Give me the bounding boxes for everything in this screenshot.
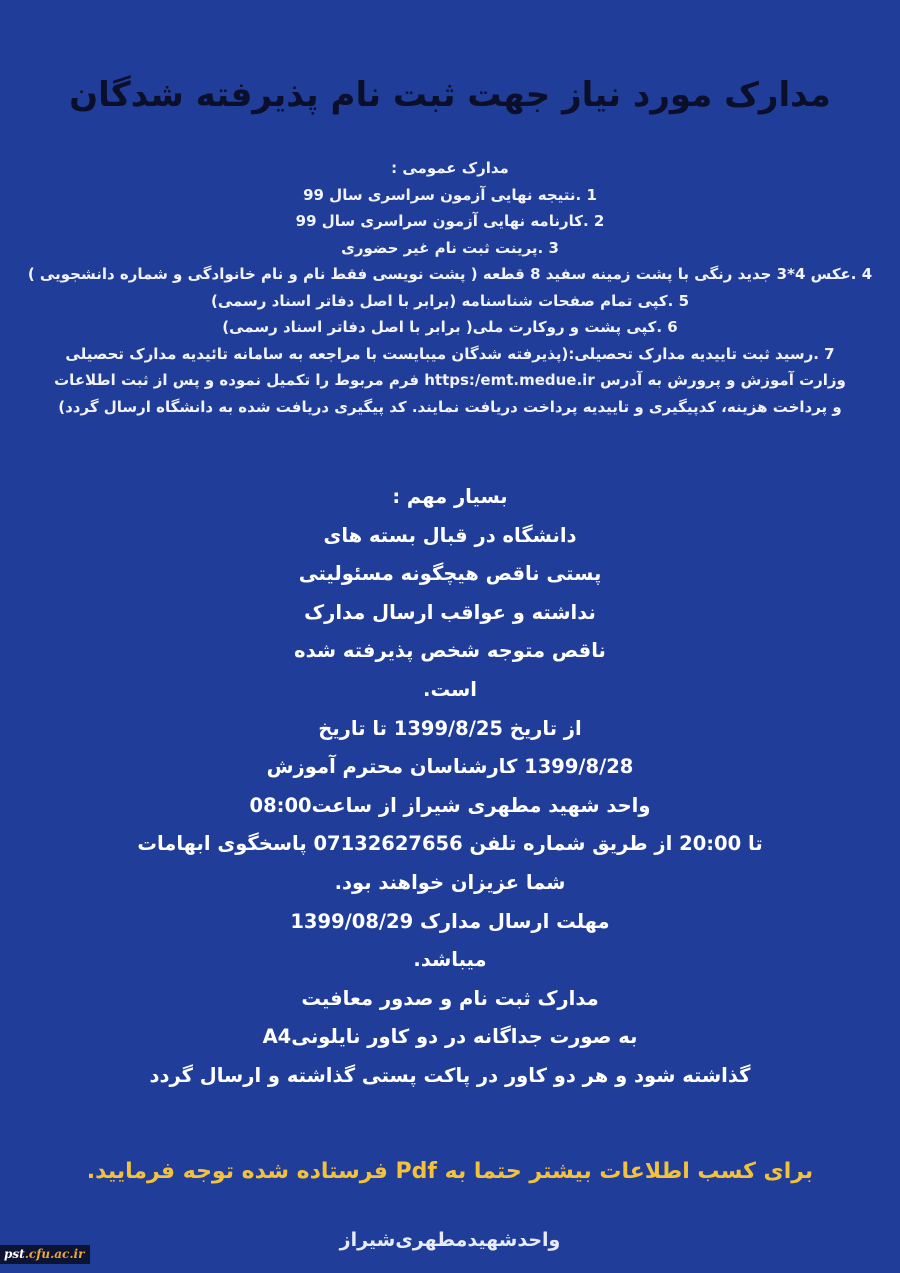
general-documents-section — [20, 155, 880, 420]
date-range-line: 1399/8/28 کارشناسان محترم آموزش — [266, 755, 634, 779]
signature: واحدشهیدمطهری‌شیراز — [339, 1229, 561, 1251]
important-line: شما عزیزان خواهند بود. — [334, 870, 566, 894]
general-documents-heading: مدارک عمومی : — [391, 159, 509, 177]
important-line: به صورت جداگانه در دو کاور نایلونیA4 — [262, 1025, 638, 1049]
phone-line: تا 20:00 از طریق شماره تلفن 07132627656 پاسخگوی ابهامات — [137, 832, 763, 856]
watermark-domain: .cfu.ac.ir — [24, 1247, 85, 1261]
pdf-notice: برای کسب اطلاعات بیشتر حتما به Pdf فرستاده شده توجه فرمایید. — [86, 1159, 814, 1184]
list-item: 5 .کپی تمام صفحات شناسنامه (برابر با اصل دفاتر اسناد رسمی) — [210, 291, 690, 310]
important-line: است. — [423, 677, 477, 701]
list-item: 7 .رسید ثبت تاییدیه مدارک تحصیلی:(پذیرفته شدگان میبایست با مراجعه به سامانه تائیدیه مدارک تحصیلی — [65, 344, 835, 363]
important-line: پستی ناقص هیچگونه مسئولیتی — [298, 562, 602, 586]
date-range-line: از تاریخ 1399/8/25 تا تاریخ — [318, 716, 582, 740]
important-line: دانشگاه در قبال بسته های — [323, 523, 577, 547]
list-item: 3 .پرینت ثبت نام غیر حضوری — [341, 238, 559, 257]
watermark-badge — [0, 1245, 90, 1264]
list-item: 1 .نتیجه نهایی آزمون سراسری سال 99 — [303, 185, 597, 204]
important-line: مدارک ثبت نام و صدور معافیت — [301, 986, 599, 1010]
watermark-prefix: pst — [4, 1247, 25, 1261]
important-heading: بسیار مهم : — [392, 485, 508, 508]
hours-line: واحد شهید مطهری شیراز از ساعت08:00 — [249, 793, 651, 817]
important-notice-section — [20, 478, 880, 1096]
important-line: میباشد. — [413, 948, 487, 972]
important-line: نداشته و عواقب ارسال مدارک — [304, 600, 596, 624]
list-item-continuation: وزارت آموزش و پرورش به آدرس https:/emt.medue.ir فرم مربوط را تکمیل نموده و پس از ثبت اطلاعات — [54, 371, 846, 389]
list-item: 6 .کپی پشت و روکارت ملی( برابر با اصل دفاتر اسناد رسمی) — [222, 318, 678, 336]
list-item: 2 .کارنامه نهایی آزمون سراسری سال 99 — [295, 212, 605, 230]
list-item: 4 .عکس 4*3 جدید رنگی با پشت زمینه سفید 8 قطعه ( پشت نویسی فقط نام و نام خانوادگی و شماره دانشجویی ) — [27, 265, 873, 283]
important-line: گذاشته شود و هر دو کاور در پاکت پستی گذاشته و ارسال گردد — [149, 1063, 751, 1087]
list-item-continuation: و پرداخت هزینه، کدپیگیری و تاییدیه پرداخت دریافت نمایند. کد پیگیری دریافت شده به دانشگاه ارسال گردد) — [58, 397, 842, 416]
page-title: مدارک مورد نیاز جهت ثبت نام پذیرفته شدگان — [69, 74, 831, 115]
important-line: ناقص متوجه شخص پذیرفته شده — [294, 639, 606, 663]
deadline-line: مهلت ارسال مدارک 1399/08/29 — [290, 909, 610, 933]
